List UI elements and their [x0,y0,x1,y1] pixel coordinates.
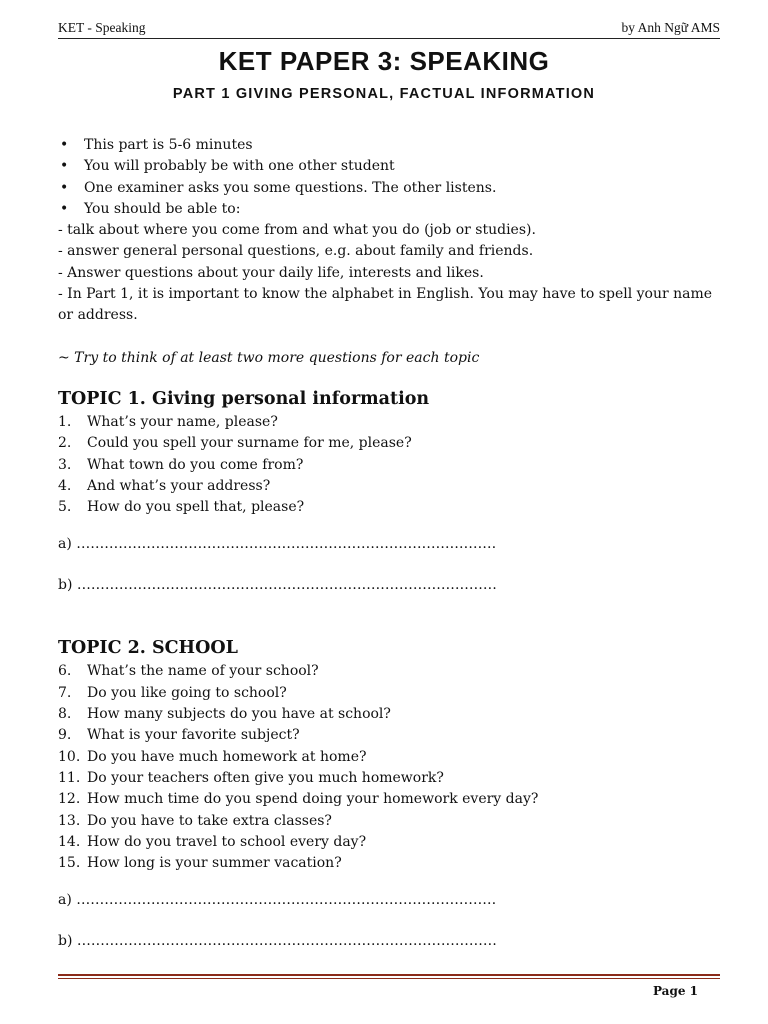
question-item [58,704,720,725]
header-left: KET - Speaking [58,20,146,35]
question-item [58,661,720,682]
question-item [58,853,720,874]
bullet-item [58,135,720,156]
question-text: Do you like going to school? [87,684,287,701]
header-right: by Anh Ngữ AMS [621,20,720,35]
page-number: Page 1 [652,984,698,998]
section-spacer [58,596,720,618]
question-number: 11. [58,769,81,786]
question-text: How do you travel to school every day? [87,833,367,850]
question-text: What’s the name of your school? [87,663,319,680]
question-item [58,433,720,454]
question-number: 12. [58,791,81,808]
question-text: Could you spell your surname for me, please? [87,435,412,452]
question-text: Do you have to take extra classes? [87,812,332,829]
bullet-icon: • [60,200,69,217]
question-text: Do you have much homework at home? [87,748,367,765]
question-number: 7. [58,684,72,701]
bullet-item [58,156,720,177]
question-text: How do you spell that, please? [87,499,305,516]
bullet-text: This part is 5-6 minutes [84,137,253,153]
question-item [58,455,720,476]
question-item [58,683,720,704]
dash-line: - Answer questions about your daily life, interests and likes. [58,264,484,281]
bullet-icon: • [60,179,69,196]
bullet-text: You should be able to: [84,200,241,217]
question-number: 5. [58,499,72,516]
question-text: How much time do you spend doing your homework every day? [87,791,539,808]
question-number: 6. [58,663,72,680]
question-text: What’s your name, please? [87,413,278,430]
bullet-text: One examiner asks you some questions. The other listens. [84,179,497,196]
footer-divider-thin [58,978,720,979]
question-text: What is your favorite subject? [87,727,300,744]
question-number: 1. [58,413,72,430]
question-number: 13. [58,812,81,829]
bullet-item [58,178,720,199]
bullet-text: You will probably be with one other student [84,158,395,175]
question-item [58,476,720,497]
answer-line-a[interactable]: a) ……………………………………………………………………………… [58,892,497,909]
question-item [58,412,720,433]
dash-line: - In Part 1, it is important to know the alphabet in English. You may have to spell your name or address. [58,286,713,324]
page-header [58,20,720,40]
question-item [58,832,720,853]
question-number: 15. [58,855,81,872]
document-title: KET PAPER 3: SPEAKING [218,46,550,76]
question-text: And what’s your address? [87,477,271,494]
header-divider [58,38,720,39]
question-item [58,497,720,518]
bullet-icon: • [60,137,69,153]
document-body [58,135,720,952]
tip-text: ~ Try to think of at least two more questions for each topic [58,349,480,366]
question-item [58,747,720,768]
question-number: 3. [58,456,72,473]
document-subtitle: PART 1 GIVING PERSONAL, FACTUAL INFORMATION [172,86,596,102]
question-number: 4. [58,477,72,494]
question-text: How many subjects do you have at school? [87,706,391,723]
question-number: 10. [58,748,81,765]
dash-line: - answer general personal questions, e.g. about family and friends. [58,243,534,260]
question-item [58,768,720,789]
question-text: How long is your summer vacation? [87,855,342,872]
question-number: 14. [58,833,81,850]
topic1-heading: TOPIC 1. Giving personal information [58,388,430,409]
question-item [58,811,720,832]
question-item [58,789,720,810]
bullet-item [58,199,720,220]
answer-line-b[interactable]: b) ……………………………………………………………………………… [58,577,497,594]
question-text: Do your teachers often give you much homework? [87,769,444,786]
answer-line-b[interactable]: b) ……………………………………………………………………………… [58,933,497,950]
topic2-heading: TOPIC 2. SCHOOL [58,638,238,659]
question-number: 8. [58,706,72,723]
question-item [58,725,720,746]
question-number: 9. [58,727,72,744]
dash-line: - talk about where you come from and what you do (job or studies). [58,222,536,239]
question-number: 2. [58,435,72,452]
question-text: What town do you come from? [87,456,304,473]
answer-line-a[interactable]: a) ……………………………………………………………………………… [58,536,497,553]
bullet-icon: • [60,158,69,175]
footer-divider-thick [58,974,720,976]
